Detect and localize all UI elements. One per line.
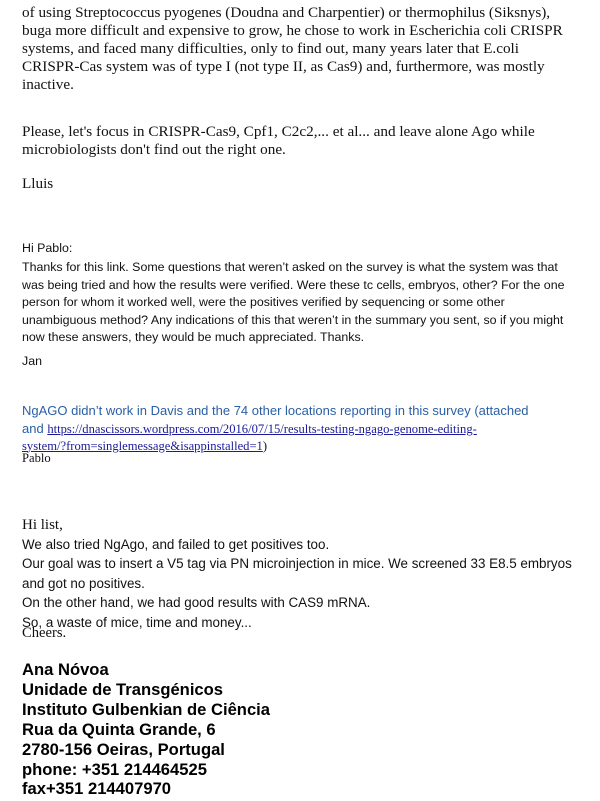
- pablo-and-prefix: and: [22, 421, 48, 436]
- text-line: was being tried and how the results were verified. Were these tc cells, embryos, other? For the one: [22, 277, 565, 292]
- lluis-paragraph: [22, 4, 588, 94]
- text-line: person for whom it worked well, were the positives verified by sequencing or some other: [22, 295, 505, 310]
- text-line: So, a waste of mice, time and money...: [22, 614, 252, 630]
- signature-name: Ana Nóvoa: [22, 660, 109, 679]
- signature-block: [22, 660, 270, 799]
- ana-closing: Cheers.: [22, 625, 67, 641]
- lluis-focus-paragraph: [22, 123, 588, 159]
- pablo-link-block: [22, 420, 588, 454]
- text-line: and got no positives.: [22, 575, 145, 591]
- survey-link-part1[interactable]: https://dnascissors.wordpress.com/2016/07/15/results-testing-ngago-genome-editing-: [47, 422, 477, 436]
- text-line: We also tried NgAgo, and failed to get positives too.: [22, 537, 330, 552]
- text-line: Thanks for this link. Some questions that weren’t asked on the survey is what the system was that: [22, 260, 558, 274]
- signature-city: 2780-156 Oeiras, Portugal: [22, 739, 225, 759]
- text-line: now these answers, they would be much appreciated. Thanks.: [22, 330, 365, 345]
- signature-fax: fax+351 214407970: [22, 779, 172, 799]
- pablo-line: NgAGO didn’t work in Davis and the 74 other locations reporting in this survey (attached: [22, 403, 529, 418]
- survey-link-part2[interactable]: system/?from=singlemessage&isappinstalled=1: [22, 438, 263, 453]
- text-line: unambiguous method? Any indications of this that weren’t in the summary you sent, so if you might: [22, 312, 564, 327]
- text-line: Please, let's focus in CRISPR-Cas9, Cpf1, C2c2,... et al... and leave alone Ago while: [22, 123, 535, 140]
- text-line: Our goal was to insert a V5 tag via PN microinjection in mice. We screened 33 E8.5 embryos: [22, 556, 572, 572]
- lluis-signoff: Lluis: [22, 175, 54, 192]
- signature-phone: phone: +351 214464525: [22, 759, 207, 779]
- ana-greeting: Hi list,: [22, 517, 63, 533]
- text-line: buga more difficult and expensive to grow, he chose to work in Escherichia coli CRISPR: [22, 22, 563, 39]
- text-line: On the other hand, we had good results with CAS9 mRNA.: [22, 595, 371, 611]
- signature-street: Rua da Quinta Grande, 6: [22, 719, 216, 739]
- text-line: of using Streptococcus pyogenes (Doudna and Charpentier) or thermophilus (Siksnys),: [22, 4, 551, 21]
- jan-greeting: Hi Pablo:: [22, 241, 73, 255]
- ana-paragraph: [22, 535, 588, 632]
- text-line: CRISPR-Cas system was of type I (not type II, as Cas9) and, furthermore, was mostly: [22, 58, 545, 75]
- signature-unit: Unidade de Transgénicos: [22, 679, 224, 699]
- jan-paragraph: [22, 259, 588, 347]
- text-line: microbiologists don't find out the right one.: [22, 141, 286, 158]
- pablo-signoff: Pablo: [22, 451, 51, 465]
- signature-institute: Instituto Gulbenkian de Ciência: [22, 699, 271, 719]
- text-line: inactive.: [22, 76, 74, 93]
- text-line: systems, and faced many difficulties, only to find out, many years later that E.coli: [22, 40, 519, 57]
- jan-signoff: Jan: [22, 354, 42, 368]
- link-closing-paren: ): [262, 438, 268, 453]
